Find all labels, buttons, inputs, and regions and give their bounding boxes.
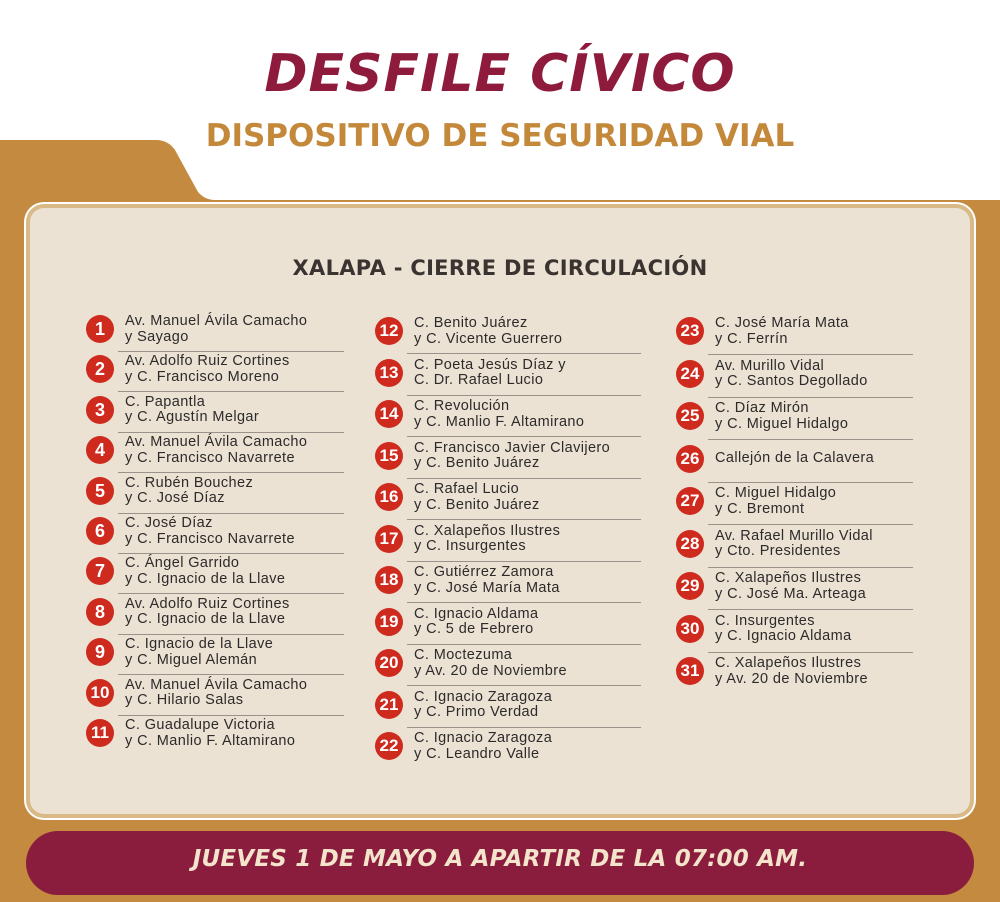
closure-street-line-2: y C. Hilario Salas: [125, 692, 244, 709]
closure-street-line-1: Av. Manuel Ávila Camacho: [125, 313, 308, 329]
closure-streets: [715, 529, 873, 560]
closure-street-line-2: y Av. 20 de Noviembre: [715, 670, 868, 687]
closure-street-line-1: C. Ignacio de la Llave: [125, 636, 274, 653]
closure-streets: [125, 597, 290, 628]
divider: [407, 685, 641, 686]
closure-street-line-1: C. Poeta Jesús Díaz y: [414, 356, 566, 373]
closure-number-badge: 25: [676, 402, 704, 430]
closure-street-line-1: C. Xalapeños Ilustres: [715, 570, 862, 586]
closure-street-line-2: y C. Vicente Guerrero: [414, 330, 563, 347]
closure-street-line-1: C. Revolución: [414, 398, 510, 414]
closure-number-badge: 24: [676, 360, 704, 388]
closure-street-line-2: C. Dr. Rafael Lucio: [414, 372, 544, 388]
closure-streets: [715, 401, 848, 432]
closure-street-line-2: y C. Ferrín: [715, 330, 788, 347]
closure-number-badge: 27: [676, 487, 704, 515]
closure-item: [86, 393, 344, 431]
divider: [407, 727, 641, 728]
closure-streets: [125, 395, 259, 426]
closure-number-badge: 28: [676, 530, 704, 558]
divider: [407, 436, 641, 437]
closure-street-line-2: y C. Miguel Hidalgo: [715, 415, 849, 432]
closure-streets: [125, 556, 285, 587]
closure-street-line-2: y C. José Díaz: [125, 490, 225, 507]
closure-item: [86, 554, 344, 592]
page-subtitle: DISPOSITIVO DE SEGURIDAD VIAL: [205, 118, 795, 154]
closure-item: [86, 676, 344, 714]
divider: [407, 353, 641, 354]
closure-item: [676, 569, 913, 607]
closure-item: [676, 527, 913, 565]
closure-street-line-1: Av. Adolfo Ruiz Cortines: [125, 353, 290, 370]
closure-item: [676, 399, 913, 437]
closure-number-badge: 13: [375, 359, 403, 387]
closure-streets: [715, 359, 868, 390]
closure-item: [375, 605, 641, 643]
closure-street-line-1: C. Ignacio Zaragoza: [414, 688, 553, 705]
page-title: DESFILE CÍVICO: [264, 44, 736, 104]
closure-streets: [125, 637, 273, 668]
section-heading: XALAPA - CIERRE DE CIRCULACIÓN: [292, 256, 708, 280]
closure-number-badge: 16: [375, 483, 403, 511]
closure-street-line-2: y C. Francisco Navarrete: [125, 449, 295, 466]
closure-street-line-1: C. Ignacio Aldama: [414, 605, 539, 622]
closure-street-line-1: Callejón de la Calavera: [715, 449, 875, 466]
divider: [407, 561, 641, 562]
closure-street-line-1: C. Rubén Bouchez: [125, 474, 254, 491]
closure-streets: [125, 476, 253, 507]
divider: [407, 644, 641, 645]
closure-item: [86, 514, 344, 552]
divider: [708, 354, 913, 355]
divider: [407, 478, 641, 479]
closure-street-line-2: y C. Agustín Melgar: [125, 409, 260, 426]
closure-number-badge: 9: [86, 638, 114, 666]
closure-number-badge: 11: [86, 719, 114, 747]
closure-streets: [125, 678, 307, 709]
closure-street-line-1: C. Díaz Mirón: [715, 400, 809, 416]
closure-number-badge: 26: [676, 445, 704, 473]
closure-item: [375, 646, 641, 684]
divider: [708, 609, 913, 610]
closure-street-line-2: y C. Manlio F. Altamirano: [125, 732, 296, 749]
closure-number-badge: 31: [676, 657, 704, 685]
divider: [407, 519, 641, 520]
closure-item: [375, 522, 641, 560]
divider: [407, 602, 641, 603]
closure-street-line-2: y C. José Ma. Arteaga: [715, 585, 867, 602]
closure-street-line-1: Av. Manuel Ávila Camacho: [125, 434, 308, 451]
closure-number-badge: 10: [86, 679, 114, 707]
closure-street-line-2: y C. Ignacio de la Llave: [125, 570, 286, 587]
closure-street-line-1: C. José María Mata: [715, 315, 849, 331]
divider: [407, 395, 641, 396]
closure-item: [86, 595, 344, 633]
closure-street-line-2: y Av. 20 de Noviembre: [414, 662, 567, 679]
closure-number-badge: 21: [375, 691, 403, 719]
closure-street-line-1: C. Xalapeños Ilustres: [414, 522, 561, 539]
divider: [708, 567, 913, 568]
closure-street-line-2: y C. Leandro Valle: [414, 745, 540, 762]
closure-street-line-1: C. José Díaz: [125, 515, 213, 531]
closure-street-line-2: y Cto. Presidentes: [715, 543, 841, 559]
closure-item: [86, 635, 344, 673]
closure-number-badge: 1: [86, 315, 114, 343]
closure-street-line-1: Av. Murillo Vidal: [715, 357, 825, 374]
closure-streets: [715, 614, 852, 645]
closure-street-line-2: y C. Manlio F. Altamirano: [414, 413, 585, 430]
closure-street-line-1: C. Benito Juárez: [414, 315, 528, 331]
closure-streets: [414, 524, 560, 555]
closure-item: [86, 716, 344, 754]
divider: [708, 524, 913, 525]
closure-streets: [414, 358, 566, 389]
closure-number-badge: 18: [375, 566, 403, 594]
closure-streets: [414, 399, 584, 430]
closure-number-badge: 19: [375, 608, 403, 636]
closure-number-badge: 7: [86, 557, 114, 585]
closure-item: [375, 439, 641, 477]
closure-street-line-2: y C. Insurgentes: [414, 538, 526, 554]
closure-item: [86, 352, 344, 390]
closure-item: [375, 729, 641, 767]
closure-street-line-2: y C. Benito Juárez: [414, 496, 540, 513]
closure-streets: [414, 316, 562, 347]
closure-streets: [414, 441, 610, 472]
closure-street-line-1: C. Insurgentes: [715, 612, 815, 629]
closure-number-badge: 6: [86, 517, 114, 545]
closure-streets: [715, 656, 868, 687]
closure-number-badge: 30: [676, 615, 704, 643]
closure-street-line-1: C. Xalapeños Ilustres: [715, 655, 862, 671]
closure-street-line-1: C. Gutiérrez Zamora: [414, 564, 554, 580]
closure-number-badge: 20: [375, 649, 403, 677]
closure-number-badge: 15: [375, 442, 403, 470]
divider: [708, 397, 913, 398]
closure-street-line-2: y C. Primo Verdad: [414, 704, 539, 720]
closure-street-line-1: C. Ignacio Zaragoza: [414, 730, 553, 746]
closure-number-badge: 22: [375, 732, 403, 760]
closure-streets: [414, 607, 538, 638]
closure-streets: [125, 435, 307, 466]
closure-street-line-2: y C. Ignacio Aldama: [715, 628, 852, 644]
closure-streets: [715, 486, 836, 517]
closure-item: [375, 688, 641, 726]
closure-item: [86, 312, 344, 350]
closure-item: [375, 356, 641, 394]
closure-streets: [414, 482, 540, 513]
closure-streets: [715, 316, 849, 347]
closure-streets: [125, 354, 290, 385]
closure-street-line-1: C. Miguel Hidalgo: [715, 485, 837, 501]
closure-number-badge: 2: [86, 355, 114, 383]
closure-streets: [414, 565, 560, 596]
closure-streets: [125, 314, 307, 345]
closure-street-line-1: Av. Adolfo Ruiz Cortines: [125, 595, 290, 612]
closure-streets: [125, 516, 295, 547]
closure-street-line-2: y C. Miguel Alemán: [125, 651, 258, 668]
closure-item: [375, 397, 641, 435]
closure-street-line-2: y C. Bremont: [715, 500, 805, 517]
closure-street-line-2: y C. José María Mata: [414, 579, 560, 596]
closure-streets: [715, 451, 874, 467]
closure-street-line-2: y C. 5 de Febrero: [414, 621, 534, 637]
closure-item: [676, 484, 913, 522]
footer-date-text: JUEVES 1 DE MAYO A APARTIR DE LA 07:00 AM.: [192, 846, 808, 872]
closure-street-line-1: C. Papantla: [125, 393, 206, 410]
closure-item: [676, 442, 913, 480]
closure-street-line-1: C. Francisco Javier Clavijero: [414, 439, 611, 456]
closure-street-line-2: y Sayago: [125, 328, 189, 345]
closure-street-line-1: C. Guadalupe Victoria: [125, 717, 275, 733]
closure-street-line-2: y C. Benito Juárez: [414, 455, 540, 471]
closure-number-badge: 14: [375, 400, 403, 428]
closure-streets: [414, 690, 552, 721]
closure-street-line-2: y C. Francisco Navarrete: [125, 530, 295, 547]
closure-streets: [414, 648, 567, 679]
closure-street-line-1: Av. Rafael Murillo Vidal: [715, 527, 873, 544]
closure-item: [375, 314, 641, 352]
closure-number-badge: 3: [86, 396, 114, 424]
closure-number-badge: 4: [86, 436, 114, 464]
closure-item: [86, 474, 344, 512]
closure-item: [676, 654, 913, 692]
closure-item: [86, 433, 344, 471]
closure-number-badge: 29: [676, 572, 704, 600]
closure-number-badge: 12: [375, 317, 403, 345]
closure-street-line-2: y C. Ignacio de la Llave: [125, 611, 286, 628]
closure-number-badge: 17: [375, 525, 403, 553]
closure-streets: [715, 571, 866, 602]
closure-number-badge: 8: [86, 598, 114, 626]
divider: [708, 439, 913, 440]
closure-streets: [414, 731, 552, 762]
closure-item: [375, 563, 641, 601]
closure-street-line-1: Av. Manuel Ávila Camacho: [125, 676, 308, 693]
closure-item: [676, 357, 913, 395]
closure-street-line-1: C. Moctezuma: [414, 647, 513, 663]
closure-street-line-1: C. Rafael Lucio: [414, 481, 520, 497]
closure-street-line-1: C. Ángel Garrido: [125, 555, 240, 572]
divider: [708, 652, 913, 653]
closure-item: [375, 480, 641, 518]
divider: [708, 482, 913, 483]
closure-item: [676, 314, 913, 352]
closure-number-badge: 5: [86, 477, 114, 505]
closure-street-line-2: y C. Francisco Moreno: [125, 368, 280, 385]
closure-street-line-2: y C. Santos Degollado: [715, 373, 868, 389]
closure-streets: [125, 718, 295, 749]
closure-item: [676, 612, 913, 650]
closure-number-badge: 23: [676, 317, 704, 345]
